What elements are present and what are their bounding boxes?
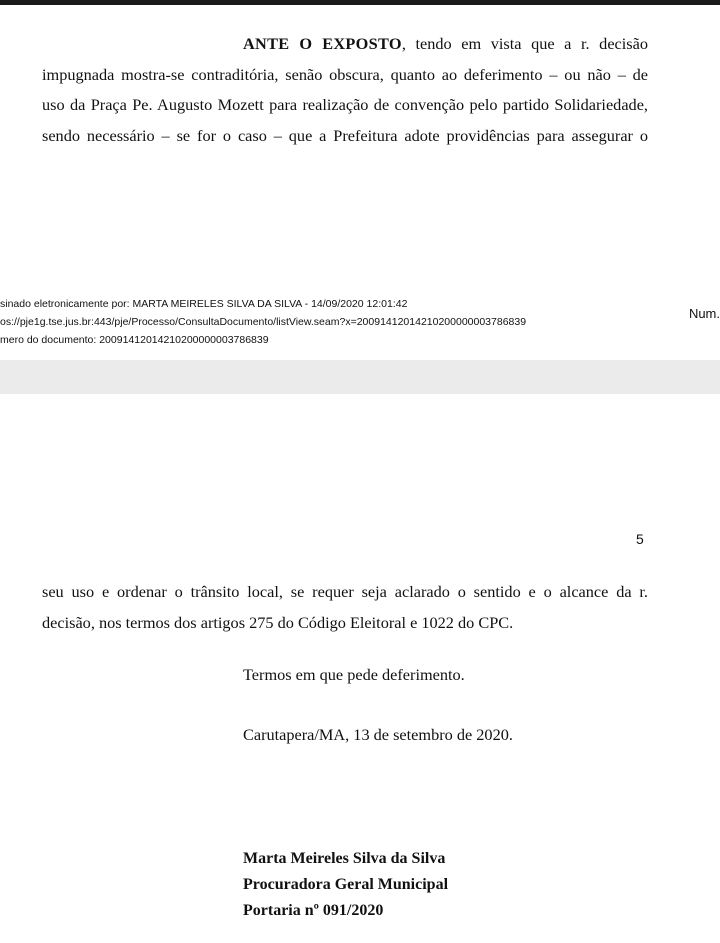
page-separator <box>0 360 720 394</box>
document-page-1 <box>0 5 720 360</box>
num-label: Num. <box>688 306 720 321</box>
paragraph-line-1-text: , tendo em vista que a r. decisão <box>401 34 649 53</box>
paragraph-line-3: uso da Praça Pe. Augusto Mozett para realização de convenção pelo partido Solidariedade, <box>42 95 648 114</box>
continuation-line-1: seu uso e ordenar o trânsito local, se requer seja aclarado o sentido e o alcance da r. <box>42 582 648 601</box>
signer-appointment: Portaria nº 091/2020 <box>243 902 384 919</box>
place-and-date: Carutapera/MA, 13 de setembro de 2020. <box>243 725 513 744</box>
document-number-line: mero do documento: 20091412014210200000003786839 <box>0 334 269 346</box>
paragraph-line-2: impugnada mostra-se contraditória, senão obscura, quanto ao deferimento – ou não – de <box>42 64 648 84</box>
conclusion-paragraph <box>42 29 648 151</box>
document-page-2 <box>0 394 720 943</box>
document-url-link[interactable]: os://pje1g.tse.jus.br:443/pje/Processo/ConsultaDocumento/listView.seam?x=20091412014210200000003786839 <box>0 316 527 328</box>
signer-name: Marta Meireles Silva da Silva <box>243 850 446 867</box>
continuation-paragraph <box>42 577 648 638</box>
ante-o-exposto-heading: ANTE O EXPOSTO <box>243 34 402 53</box>
closing-phrase: Termos em que pede deferimento. <box>243 665 465 684</box>
paragraph-line-1 <box>42 29 648 60</box>
continuation-line-2: decisão, nos termos dos artigos 275 do Código Eleitoral e 1022 do CPC. <box>42 612 514 632</box>
signed-by-line: sinado eletronicamente por: MARTA MEIRELES SILVA DA SILVA - 14/09/2020 12:01:42 <box>0 298 408 310</box>
paragraph-line-4: sendo necessário – se for o caso – que a Prefeitura adote providências para assegurar o <box>42 125 648 145</box>
page-number: 5 <box>636 531 644 547</box>
signer-role: Procuradora Geral Municipal <box>243 876 449 893</box>
